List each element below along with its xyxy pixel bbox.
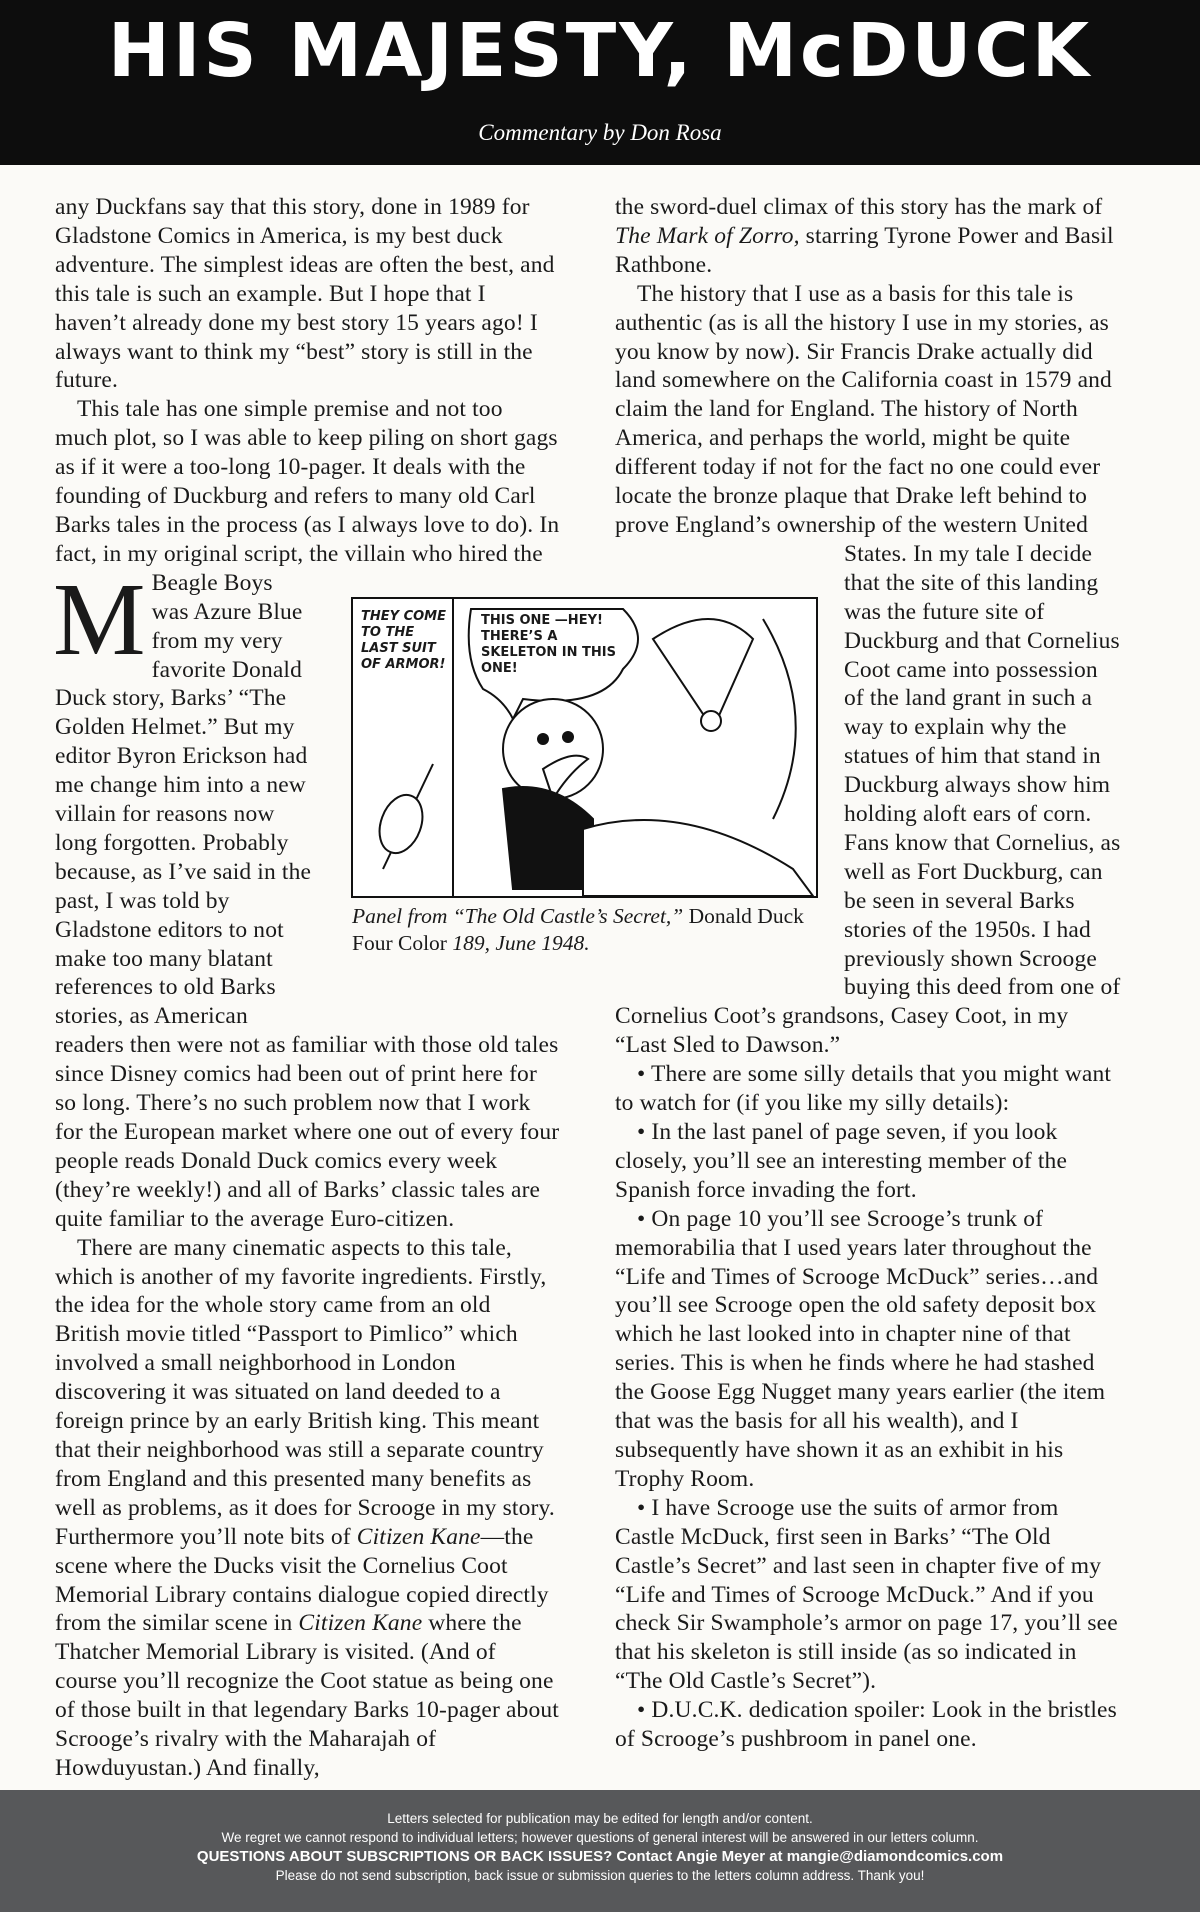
comic-panel [351, 597, 818, 898]
footer-line: We regret we cannot respond to individual letters; however questions of general interest will be answered in our letters column. [221, 1830, 979, 1845]
left-column [55, 193, 561, 1783]
page-title: HIS MAJESTY, McDUCK [107, 8, 1093, 94]
paragraph: M any Duckfans say that this story, done in 1989 for Gladstone Comics in America, is my best duck adventure. The simplest ideas are often the best, and this tale is such an example. But I hope that I haven’t already done my best story 15 years ago! I always want to think my “best” story is still in the future. [53, 194, 555, 677]
byline: Commentary by Don Rosa [478, 120, 722, 145]
caption-box-text: THEY COME TO THE LAST SUIT OF ARMOR! [361, 609, 446, 672]
bullet-item: • In the last panel of page seven, if you look closely, you’ll see an interesting member of the Spanish force invading the fort. [615, 1119, 1068, 1203]
paragraph: The history that I use as a basis for this tale is authentic (as is all the history I use in my stories, as you know by now). Sir Francis Drake actually did land somewhere on the California coast in 1579 and claim the land for England. The history of North America, and perhaps the world, might be quite different today if not for the fact no one could ever locate the bronze plaque that Drake left behind to prove England’s ownership of the western United States. In my tale I decide that the site of this landing was the future site of Duckburg and that Cornelius Coot came into possession of the land grant in such a way to explain why the statues of him that stand in Duckburg always show him holding aloft ears of corn. Fans know that Cornelius, as well as Fort Duckburg, can be seen in several Barks stories of the 1950s. I had previously shown Scrooge buying this deed from one of Cornelius Coot’s grandsons, Casey Coot, in my “Last Sled to Dawson.” [615, 280, 1121, 1059]
speech-bubble-text: THIS ONE —HEY! THERE’S A SKELETON IN THIS ONE! [481, 613, 616, 676]
bullet-item: • D.U.C.K. dedication spoiler: Look in the bristles of Scrooge’s pushbroom in panel one. [615, 1697, 1117, 1753]
bullet-item: • On page 10 you’ll see Scrooge’s trunk of memorabilia that I used years later throughout the “Life and Times of Scrooge McDuck” series…and you’ll see Scrooge open the old safety deposit box which he last looked into in chapter nine of that series. This is when he finds where he had stashed the Goose Egg Nugget many years earlier (the item that was the basis for all his wealth), and I subsequently have shown it as an exhibit in his Trophy Room. [615, 1205, 1106, 1492]
paragraph: There are many cinematic aspects to this tale, which is another of my favorite ingredients. Firstly, the idea for the whole story came from an old British movie titled “Passport to Pimlico” which involved a small neighborhood in London discovering it was situated on land deeded to a foreign prince by an early British king. This meant that their neighborhood was still a separate country from England and this presented many benefits as well as problems, as it does for Scrooge in my story. Furthermore you’ll note bits of Citizen Kane—the scene where the Ducks visit the Cornelius Coot Memorial Library contains dialogue copied directly from the similar scene in Citizen Kane where the Thatcher Memorial Library is visited. (And of course you’ll recognize the Coot statue as being one of those built in that legendary Barks 10-pager about Scrooge’s rivalry with the Maharajah of Howduyustan.) And finally, [55, 1234, 559, 1781]
panel-caption: Panel from “The Old Castle’s Secret,” Donald Duck Four Color 189, June 1948. [352, 904, 804, 955]
paragraph: the sword-duel climax of this story has the mark of The Mark of Zorro, starring Tyrone Power and Basil Rathbone. [615, 194, 1114, 278]
footer-line: Please do not send subscription, back issue or submission queries to the letters column address. Thank you! [275, 1868, 925, 1883]
header-banner [0, 0, 1200, 165]
drop-cap: M [53, 562, 146, 677]
right-column [615, 193, 1122, 1754]
footer-line: Letters selected for publication may be edited for length and/or content. [387, 1811, 813, 1826]
paragraph: This tale has one simple premise and not too much plot, so I was able to keep piling on short gags as if it were a too-long 10-pager. It deals with the founding of Duckburg and refers to many old Carl Barks tales in the process (as I always love to do). In fact, in my original script, the villain who hired the Beagle Boys was Azure Blue from my very favorite Donald Duck story, Barks’ “The Golden Helmet.” But my editor Byron Erickson had me change him into a new villain for reasons now long forgotten. Probably because, as I’ve said in the past, I was told by Gladstone editors to not make too many blatant references to old Barks stories, as American readers then were not as familiar with those old tales since Disney comics had been out of print here for so long. There’s no such problem now that I work for the European market where one out of every four people reads Donald Duck comics every week (they’re weekly!) and all of Barks’ classic tales are quite familiar to the average Euro-citizen. [55, 396, 560, 1232]
footer-contact: QUESTIONS ABOUT SUBSCRIPTIONS OR BACK ISSUES? Contact Angie Meyer at mangie@diamondcomics.com [196, 1848, 1004, 1865]
footer-notice [0, 1790, 1200, 1912]
bullet-item: • There are some silly details that you might want to watch for (if you like my silly details): [615, 1061, 1112, 1117]
bullet-item: • I have Scrooge use the suits of armor from Castle McDuck, first seen in Barks’ “The Old Castle’s Secret” and last seen in chapter five of my “Life and Times of Scrooge McDuck.” And if you check Sir Swamphole’s armor on page 17, you’ll see that his skeleton is still inside (as so indicated in “The Old Castle’s Secret”). [615, 1494, 1118, 1695]
